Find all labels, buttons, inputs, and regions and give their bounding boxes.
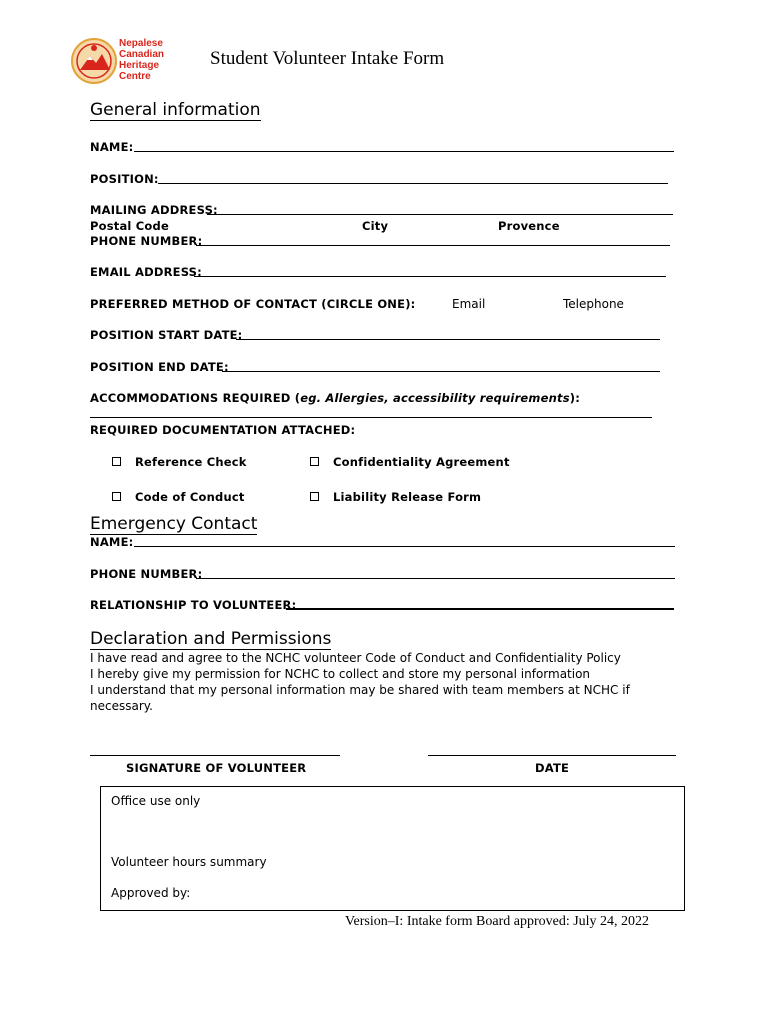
checkbox-icon[interactable] xyxy=(112,492,121,501)
office-use-box xyxy=(100,786,685,911)
emergency-phone-field[interactable] xyxy=(196,578,675,579)
documentation-label: REQUIRED DOCUMENTATION ATTACHED: xyxy=(90,423,356,437)
phone-label: PHONE NUMBER: xyxy=(90,234,203,248)
nchc-logo xyxy=(70,36,170,86)
emergency-phone-label: PHONE NUMBER: xyxy=(90,567,203,581)
accommodations-label xyxy=(90,390,580,406)
declaration-line-3: I understand that my personal information may be shared with team members at NCHC if xyxy=(90,683,630,697)
accommodations-label-open: ACCOMMODATIONS REQUIRED ( xyxy=(90,391,301,405)
relationship-field[interactable] xyxy=(286,608,674,610)
position-label: POSITION: xyxy=(90,172,159,186)
section-heading-declaration: Declaration and Permissions xyxy=(90,629,332,649)
province-label: Provence xyxy=(498,219,560,233)
logo-line-1: Nepalese xyxy=(119,38,163,49)
email-field[interactable] xyxy=(194,276,666,277)
start-date-field[interactable] xyxy=(236,339,660,340)
relationship-label: RELATIONSHIP TO VOLUNTEER: xyxy=(90,598,297,612)
logo-line-2: Canadian xyxy=(119,49,165,60)
start-date-label: POSITION START DATE: xyxy=(90,328,243,342)
date-label: DATE xyxy=(535,761,570,775)
end-date-field[interactable] xyxy=(222,371,660,372)
checkbox-icon[interactable] xyxy=(310,492,319,501)
city-label: City xyxy=(362,219,389,233)
declaration-line-2: I hereby give my permission for NCHC to collect and store my personal information xyxy=(90,667,591,681)
declaration-line-4: necessary. xyxy=(90,699,153,713)
doc-confidentiality-label: Confidentiality Agreement xyxy=(333,455,510,469)
accommodations-label-close: ): xyxy=(569,391,581,405)
doc-code-of-conduct[interactable] xyxy=(112,489,245,505)
phone-field[interactable] xyxy=(196,245,670,246)
approved-by-label: Approved by: xyxy=(111,886,191,900)
position-field[interactable] xyxy=(158,183,668,184)
logo-line-3: Heritage xyxy=(119,60,160,71)
mailing-address-label: MAILING ADDRESS: xyxy=(90,203,218,217)
version-footer: Version–I: Intake form Board approved: July 24, 2022 xyxy=(345,914,650,929)
emergency-name-label: NAME: xyxy=(90,535,134,549)
doc-liability-release[interactable] xyxy=(310,489,481,505)
name-label: NAME: xyxy=(90,140,134,154)
form-title: Student Volunteer Intake Form xyxy=(210,48,445,69)
emergency-name-field[interactable] xyxy=(134,546,675,547)
name-field[interactable] xyxy=(134,151,674,152)
declaration-line-1: I have read and agree to the NCHC volunteer Code of Conduct and Confidentiality Policy xyxy=(90,651,621,665)
mailing-address-field[interactable] xyxy=(207,214,673,215)
declaration-text xyxy=(90,650,650,714)
date-field[interactable] xyxy=(428,755,676,756)
logo-line-4: Centre xyxy=(119,71,151,82)
email-label: EMAIL ADDRESS: xyxy=(90,265,202,279)
section-heading-emergency: Emergency Contact xyxy=(90,514,258,534)
office-use-title: Office use only xyxy=(111,794,201,808)
accommodations-examples: eg. Allergies, accessibility requirements xyxy=(300,391,570,405)
contact-method-label: PREFERRED METHOD OF CONTACT (CIRCLE ONE): xyxy=(90,297,416,311)
checkbox-icon[interactable] xyxy=(310,457,319,466)
signature-label: SIGNATURE OF VOLUNTEER xyxy=(126,761,307,775)
signature-field[interactable] xyxy=(90,755,340,756)
end-date-label: POSITION END DATE: xyxy=(90,360,229,374)
doc-liability-label: Liability Release Form xyxy=(333,490,482,504)
contact-option-telephone[interactable]: Telephone xyxy=(563,297,624,311)
doc-reference-check[interactable] xyxy=(112,454,247,470)
accommodations-field[interactable] xyxy=(90,417,652,418)
checkbox-icon[interactable] xyxy=(112,457,121,466)
doc-confidentiality-agreement[interactable] xyxy=(310,454,510,470)
doc-code-of-conduct-label: Code of Conduct xyxy=(135,490,245,504)
postal-code-label: Postal Code xyxy=(90,219,169,233)
contact-option-email[interactable]: Email xyxy=(452,297,486,311)
volunteer-hours-label: Volunteer hours summary xyxy=(111,855,267,869)
section-heading-general: General information xyxy=(90,100,261,120)
doc-reference-check-label: Reference Check xyxy=(135,455,247,469)
